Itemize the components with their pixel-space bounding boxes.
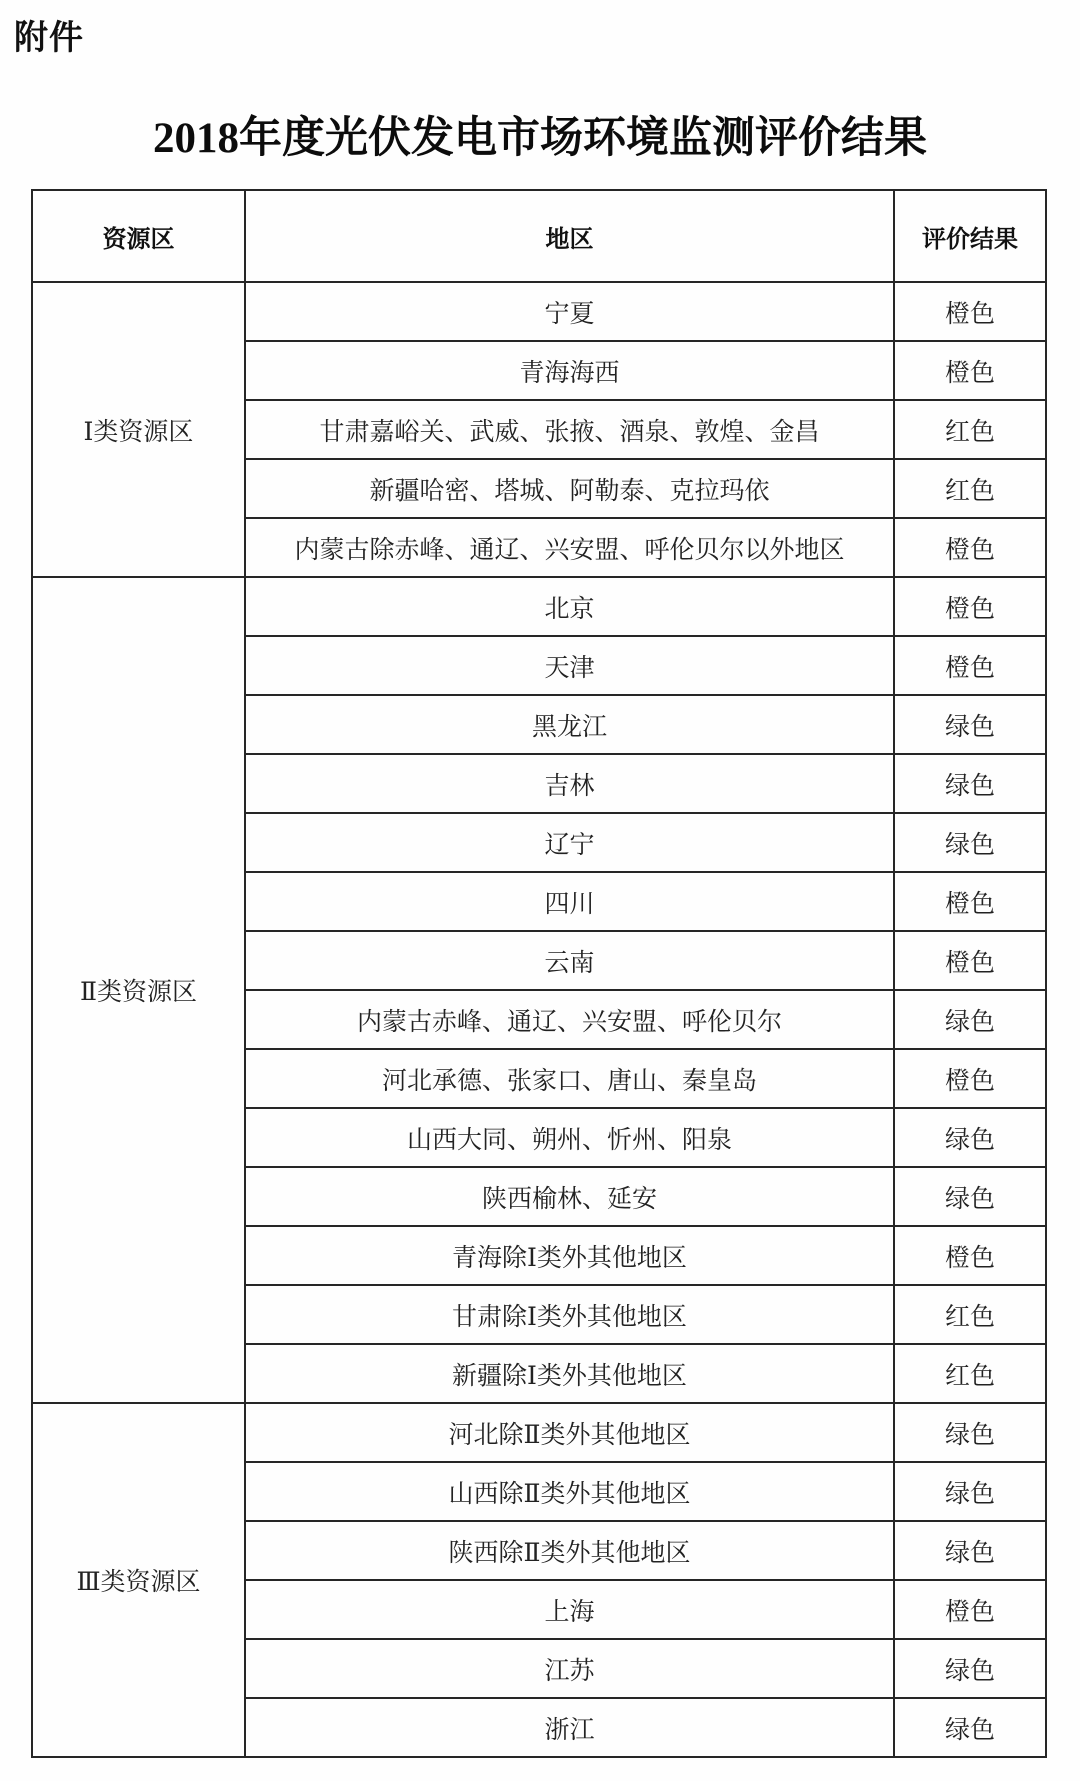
result-cell: 红色: [894, 400, 1046, 459]
attachment-label: 附件: [14, 18, 84, 58]
region-cell: 陕西榆林、延安: [245, 1167, 894, 1226]
region-cell: 青海除Ⅰ类外其他地区: [245, 1226, 894, 1285]
region-cell: 上海: [245, 1580, 894, 1639]
table-header-row: [32, 190, 1046, 282]
region-cell: 天津: [245, 636, 894, 695]
result-cell: 绿色: [894, 1462, 1046, 1521]
result-cell: 绿色: [894, 990, 1046, 1049]
result-cell: 橙色: [894, 1580, 1046, 1639]
result-cell: 绿色: [894, 1698, 1046, 1757]
region-cell: 北京: [245, 577, 894, 636]
result-cell: 橙色: [894, 872, 1046, 931]
region-cell: 宁夏: [245, 282, 894, 341]
result-cell: 绿色: [894, 695, 1046, 754]
result-cell: 橙色: [894, 1226, 1046, 1285]
document-title: 2018年度光伏发电市场环境监测评价结果: [153, 115, 927, 162]
region-cell: 四川: [245, 872, 894, 931]
result-cell: 橙色: [894, 577, 1046, 636]
header-result: 评价结果: [894, 190, 1046, 282]
result-cell: 绿色: [894, 754, 1046, 813]
region-cell: 甘肃嘉峪关、武威、张掖、酒泉、敦煌、金昌: [245, 400, 894, 459]
table-row: [32, 577, 1046, 636]
result-cell: 橙色: [894, 341, 1046, 400]
result-cell: 绿色: [894, 1521, 1046, 1580]
region-cell: 甘肃除Ⅰ类外其他地区: [245, 1285, 894, 1344]
result-cell: 绿色: [894, 813, 1046, 872]
region-cell: 河北除Ⅱ类外其他地区: [245, 1403, 894, 1462]
table-row: [32, 1403, 1046, 1462]
region-cell: 内蒙古赤峰、通辽、兴安盟、呼伦贝尔: [245, 990, 894, 1049]
result-cell: 红色: [894, 1344, 1046, 1403]
result-cell: 橙色: [894, 1049, 1046, 1108]
region-cell: 山西大同、朔州、忻州、阳泉: [245, 1108, 894, 1167]
region-cell: 新疆除Ⅰ类外其他地区: [245, 1344, 894, 1403]
region-cell: 吉林: [245, 754, 894, 813]
region-cell: 辽宁: [245, 813, 894, 872]
result-cell: 橙色: [894, 282, 1046, 341]
table-row: [32, 282, 1046, 341]
region-cell: 新疆哈密、塔城、阿勒泰、克拉玛依: [245, 459, 894, 518]
region-cell: 陕西除Ⅱ类外其他地区: [245, 1521, 894, 1580]
evaluation-results-table: [31, 189, 1047, 1758]
region-cell: 河北承德、张家口、唐山、秦皇岛: [245, 1049, 894, 1108]
region-cell: 云南: [245, 931, 894, 990]
result-cell: 绿色: [894, 1403, 1046, 1462]
region-cell: 江苏: [245, 1639, 894, 1698]
zone-cell-class-1: Ⅰ类资源区: [32, 282, 245, 577]
header-zone: 资源区: [32, 190, 245, 282]
result-cell: 绿色: [894, 1639, 1046, 1698]
region-cell: 内蒙古除赤峰、通辽、兴安盟、呼伦贝尔以外地区: [245, 518, 894, 577]
result-cell: 橙色: [894, 931, 1046, 990]
result-cell: 绿色: [894, 1167, 1046, 1226]
region-cell: 黑龙江: [245, 695, 894, 754]
result-cell: 橙色: [894, 636, 1046, 695]
region-cell: 青海海西: [245, 341, 894, 400]
region-cell: 浙江: [245, 1698, 894, 1757]
result-cell: 绿色: [894, 1108, 1046, 1167]
result-cell: 红色: [894, 459, 1046, 518]
result-cell: 橙色: [894, 518, 1046, 577]
result-cell: 红色: [894, 1285, 1046, 1344]
zone-cell-class-2: Ⅱ类资源区: [32, 577, 245, 1403]
region-cell: 山西除Ⅱ类外其他地区: [245, 1462, 894, 1521]
zone-cell-class-3: Ⅲ类资源区: [32, 1403, 245, 1757]
header-region: 地区: [245, 190, 894, 282]
